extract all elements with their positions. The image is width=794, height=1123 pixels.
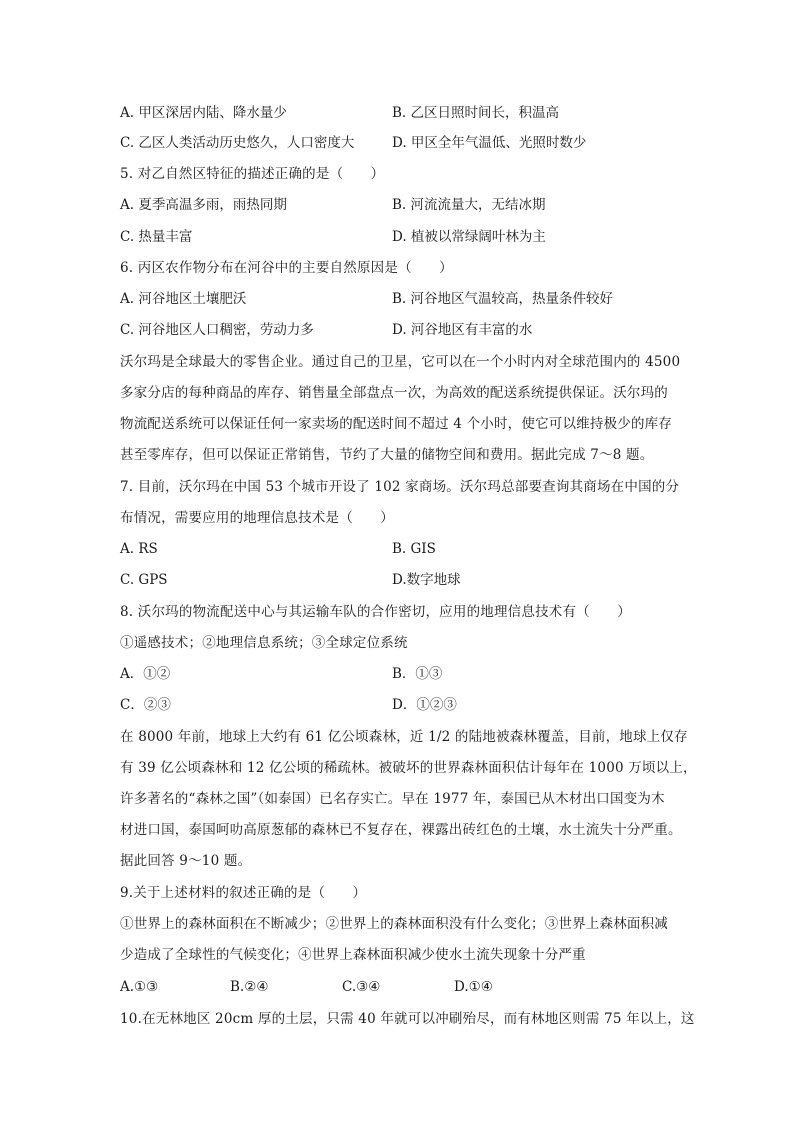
q9-option-b[interactable]: B.②④	[230, 979, 269, 995]
q6-option-d[interactable]: D. 河谷地区有丰富的水	[392, 322, 533, 338]
q8-option-b[interactable]: B．①③	[392, 666, 443, 682]
passage1-line-1: 沃尔玛是全球最大的零售企业。通过自己的卫星，它可以在一个小时内对全球范围内的 4500	[120, 354, 681, 370]
q9-items-line-2: 少造成了全球性的气候变化；④世界上森林面积减少使水土流失现象十分严重	[120, 947, 586, 963]
q7-option-b[interactable]: B. GIS	[392, 541, 436, 557]
passage2-line-5: 据此回答 9～10 题。	[120, 853, 252, 869]
q8-option-c[interactable]: C．②③	[120, 697, 171, 713]
q4-option-b[interactable]: B. 乙区日照时间长，积温高	[392, 105, 560, 121]
q9-option-d[interactable]: D.①④	[454, 979, 493, 995]
passage1-line-3: 物流配送系统可以保证任何一家卖场的配送时间不超过 4 个小时，使它可以维持极少的库存	[120, 416, 673, 432]
q6-option-b[interactable]: B. 河谷地区气温较高，热量条件较好	[392, 291, 614, 307]
q8-stem: 8. 沃尔玛的物流配送中心与其运输车队的合作密切，应用的地理信息技术有（ ）	[120, 604, 631, 620]
q7-option-c[interactable]: C. GPS	[120, 572, 168, 588]
q5-option-b[interactable]: B. 河流流量大，无结冰期	[392, 197, 546, 213]
q10-stem: 10.在无林地区 20cm 厚的土层，只需 40 年就可以冲刷殆尽，而有林地区则需 75 年以上，这	[120, 1011, 695, 1027]
q7-option-row-1	[120, 539, 680, 559]
passage2-line-3: 许多著名的“森林之国”（如泰国）已名存实亡。早在 1977 年，泰国已从木材出口国变为木	[120, 791, 665, 807]
q7-option-a[interactable]: A. RS	[120, 541, 158, 557]
q4-option-c[interactable]: C. 乙区人类活动历史悠久，人口密度大	[120, 135, 355, 151]
q9-option-c[interactable]: C.③④	[342, 979, 381, 995]
q5-stem: 5. 对乙自然区特征的描述正确的是（ ）	[120, 166, 385, 182]
passage1-line-2: 多家分店的每种商品的库存、销售量全部盘点一次，为高效的配送系统提供保证。沃尔玛的	[120, 385, 668, 401]
q8-option-d[interactable]: D．①②③	[392, 697, 457, 713]
q6-option-row-2	[120, 320, 680, 340]
q5-option-a[interactable]: A. 夏季高温多雨，雨热同期	[120, 197, 287, 213]
passage2-line-4: 材进口国，泰国呵叻高原葱郁的森林已不复存在，裸露出砖红色的土壤，水土流失十分严重。	[120, 822, 682, 838]
passage1-line-4: 甚至零库存，但可以保证正常销售，节约了大量的储物空间和费用。据此完成 7～8 题。	[120, 447, 654, 463]
q9-stem: 9.关于上述材料的叙述正确的是（ ）	[120, 885, 367, 901]
q4-option-d[interactable]: D. 甲区全年气温低、光照时数少	[392, 135, 587, 151]
passage2-line-2: 有 39 亿公顷森林和 12 亿公顷的稀疏林。被破坏的世界森林面积估计每年在 1000 万顷以上，	[120, 760, 697, 776]
q4-option-row-2	[120, 133, 680, 153]
q5-option-c[interactable]: C. 热量丰富	[120, 229, 193, 245]
q8-option-row-1	[120, 664, 680, 684]
q9-items-line-1: ①世界上的森林面积在不断减少；②世界上的森林面积没有什么变化；③世界上森林面积减	[120, 916, 668, 932]
passage2-line-1: 在 8000 年前，地球上大约有 61 亿公顷森林，近 1/2 的陆地被森林覆盖，目前，地球上仅存	[120, 729, 688, 745]
q5-option-row-1	[120, 195, 680, 215]
q4-option-row-1	[120, 103, 680, 123]
q5-option-d[interactable]: D. 植被以常绿阔叶林为主	[392, 229, 546, 245]
q7-option-row-2	[120, 570, 680, 590]
q6-option-a[interactable]: A. 河谷地区土壤肥沃	[120, 291, 247, 307]
q6-option-c[interactable]: C. 河谷地区人口稠密，劳动力多	[120, 322, 314, 338]
q8-option-row-2	[120, 695, 680, 715]
q5-option-row-2	[120, 227, 680, 247]
q7-stem-line-2: 布情况，需要应用的地理信息技术是（ ）	[120, 510, 394, 526]
q8-option-a[interactable]: A．①②	[120, 666, 171, 682]
q4-option-a[interactable]: A. 甲区深居内陆、降水量少	[120, 105, 287, 121]
q6-stem: 6. 丙区农作物分布在河谷中的主要自然原因是（ ）	[120, 260, 453, 276]
q7-option-d[interactable]: D.数字地球	[392, 572, 461, 588]
q6-option-row-1	[120, 289, 680, 309]
q9-option-a[interactable]: A.①③	[120, 979, 159, 995]
q9-option-row	[120, 977, 680, 997]
q8-items: ①遥感技术；②地理信息系统；③全球定位系统	[120, 635, 408, 651]
q7-stem-line-1: 7. 目前，沃尔玛在中国 53 个城市开设了 102 家商场。沃尔玛总部要查询其商场在中国的分	[120, 479, 680, 495]
